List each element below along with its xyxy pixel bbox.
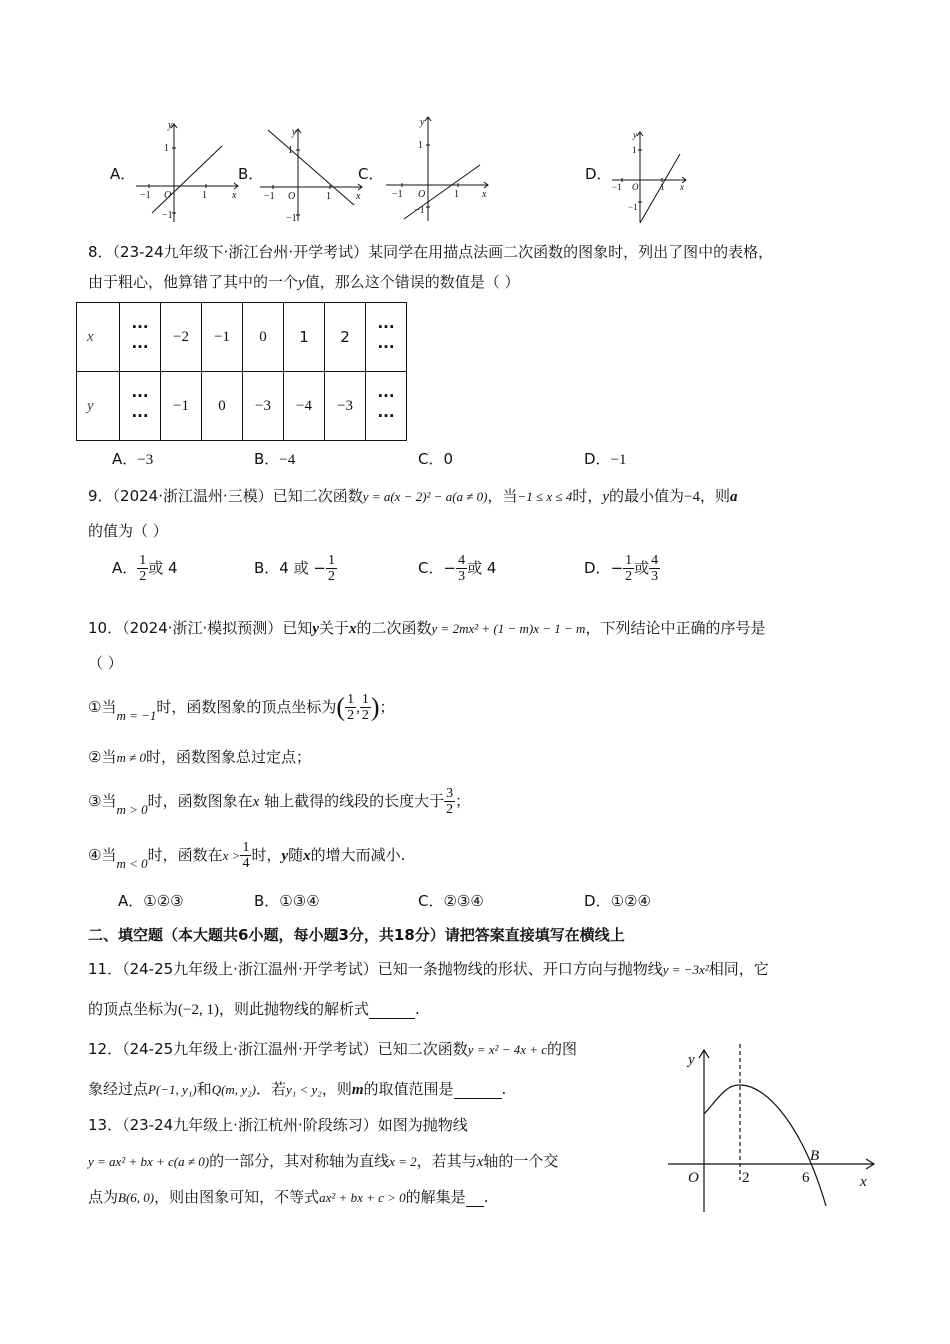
q7-option-c-label: C． xyxy=(358,165,384,183)
q8-choice-c[interactable]: C．0 xyxy=(418,450,454,468)
svg-text:1: 1 xyxy=(632,145,637,155)
q12-line-1: 12．（24-25九年级上·浙江温州·开学考试）已知二次函数y = x² − 4x + c的图 xyxy=(88,1040,578,1058)
q9-choice-a[interactable]: A． $\frac{1}{2}$ 或 4 xyxy=(112,553,178,584)
q10-statement-4: ④当m < 0时，函数在x > $\frac{1}{4}$ 时，y随x的增大而减小. xyxy=(88,840,406,871)
table-header-y: y xyxy=(77,372,120,441)
table-header-x: x xyxy=(77,303,120,372)
q10-source: （2024·浙江·模拟预测） xyxy=(122,619,283,637)
q12-line-2: 象经过点P(−1, y₁)和Q(m, y₂)．若y₁ < y₂，则m的取值范围是 . xyxy=(88,1080,507,1098)
q7-option-b-label: B． xyxy=(238,165,264,183)
svg-text:x: x xyxy=(356,191,361,202)
q8-choice-d[interactable]: D．−1 xyxy=(584,450,627,468)
q9-line-2: 的值为（ ） xyxy=(88,522,168,540)
q11-line-2: 的顶点坐标为(−2, 1)，则此抛物线的解析式 . xyxy=(88,1000,420,1018)
svg-text:y: y xyxy=(168,120,173,131)
q13-answer-blank[interactable] xyxy=(466,1188,484,1207)
q13-line-2: y = ax² + bx + c(a ≠ 0)的一部分，其对称轴为直线x = 2，若其与x轴的一个交 xyxy=(88,1152,559,1170)
svg-text:y: y xyxy=(633,130,637,140)
table-cell: −1 xyxy=(161,372,202,441)
q13-line-3: 点为B(6, 0)，则由图象可知，不等式ax² + bx + c > 0的解集是 . xyxy=(88,1188,489,1206)
q8-number: 8． xyxy=(88,243,113,261)
q9-source: （2024·浙江温州·三模） xyxy=(112,487,273,505)
q11-line-1: 11．（24-25九年级上·浙江温州·开学考试）已知一条抛物线的形状、开口方向与抛物线y = −3x²相同，它 xyxy=(88,960,769,978)
q10-formula: y = 2mx² + (1 − m)x − 1 − m xyxy=(431,621,586,636)
svg-text:O: O xyxy=(164,190,172,201)
q8-choice-a[interactable]: A．−3 xyxy=(112,450,154,468)
q10-statement-1: ①当m = −1时，函数图象的顶点坐标为( $\frac{1}{2}$ , $\frac{1}{2}$ )； xyxy=(88,692,395,723)
q10-number: 10． xyxy=(88,619,123,637)
q7-graph-d xyxy=(610,128,690,226)
svg-text:−1: −1 xyxy=(264,191,275,202)
svg-text:1: 1 xyxy=(326,191,331,202)
q7-option-a-label: A． xyxy=(110,165,136,183)
q13-parabola-graph xyxy=(662,1040,884,1216)
table-row: x ··· ··· −2 −1 0 1 2 ··· ··· xyxy=(77,303,407,372)
q13-source: （23-24九年级上·浙江杭州·阶段练习） xyxy=(122,1116,378,1134)
q9-number: 9． xyxy=(88,487,113,505)
svg-text:−1: −1 xyxy=(414,205,425,216)
svg-text:1: 1 xyxy=(418,140,423,151)
table-cell: 0 xyxy=(243,303,284,372)
q10-choice-a[interactable]: A．①②③ xyxy=(118,892,184,910)
q12-number: 12． xyxy=(88,1040,123,1058)
q8-choice-b[interactable]: B．−4 xyxy=(254,450,296,468)
q8-line-1 xyxy=(88,241,773,262)
q10-statement-2: ②当m ≠ 0时，函数图象总过定点； xyxy=(88,748,311,766)
q8-source: （23-24九年级下·浙江台州·开学考试） xyxy=(112,243,369,261)
svg-text:x: x xyxy=(232,190,237,201)
svg-text:y: y xyxy=(292,127,297,138)
svg-text:O: O xyxy=(688,1170,699,1186)
q7-option-d-label: D． xyxy=(585,165,612,183)
table-cell: −3 xyxy=(243,372,284,441)
table-cell: 1 xyxy=(284,303,325,372)
svg-text:B: B xyxy=(810,1148,820,1164)
q13-number: 13． xyxy=(88,1116,123,1134)
q10-statement-3: ③当m > 0时，函数图象在x 轴上截得的线段的长度大于 $\frac{3}{2}$ ； xyxy=(88,786,471,817)
q7-graph-b xyxy=(258,125,368,225)
q9-choice-d[interactable]: D．− $\frac{1}{2}$ 或 $\frac{4}{3}$ xyxy=(584,553,659,584)
svg-text:y: y xyxy=(688,1052,695,1068)
svg-text:6: 6 xyxy=(802,1170,810,1186)
q13-line-1: 13．（23-24九年级上·浙江杭州·阶段练习）如图为抛物线 xyxy=(88,1116,468,1134)
table-cell: −1 xyxy=(202,303,243,372)
q11-number: 11． xyxy=(88,960,123,978)
svg-text:2: 2 xyxy=(742,1170,750,1186)
svg-text:x: x xyxy=(680,182,684,192)
svg-text:x: x xyxy=(482,189,487,200)
svg-text:1: 1 xyxy=(288,145,293,156)
svg-text:1: 1 xyxy=(454,189,459,200)
svg-text:1: 1 xyxy=(164,143,169,154)
svg-text:−1: −1 xyxy=(628,202,638,212)
q8-text: 某同学在用描点法画二次函数的图象时，列出了图中的表格， xyxy=(368,243,774,261)
q9-choice-b[interactable]: B．4 或 − $\frac{1}{2}$ xyxy=(254,553,335,584)
q10-line-2: （ ） xyxy=(88,654,123,672)
q11-answer-blank[interactable] xyxy=(369,1000,415,1019)
q9-line-1: 9．（2024·浙江温州·三模）已知二次函数y = a(x − 2)² − a(a ≠ 0)，当−1 ≤ x ≤ 4时，y的最小值为−4，则a xyxy=(88,487,738,505)
svg-text:y: y xyxy=(420,117,425,128)
svg-text:O: O xyxy=(418,189,426,200)
q8-line-2: 由于粗心，他算错了其中的一个y值，那么这个错误的数值是（ ） xyxy=(88,273,520,291)
svg-text:1: 1 xyxy=(660,182,665,192)
q7-graph-a xyxy=(134,118,244,226)
q9-choice-c[interactable]: C．− $\frac{4}{3}$ 或 4 xyxy=(418,553,497,584)
svg-text:−1: −1 xyxy=(140,190,151,201)
q12-source: （24-25九年级上·浙江温州·开学考试） xyxy=(122,1040,378,1058)
svg-text:−1: −1 xyxy=(612,182,622,192)
parabola-curve xyxy=(704,1085,826,1206)
table-cell: −4 xyxy=(284,372,325,441)
table-cell: 2 xyxy=(325,303,366,372)
table-row: y ··· ··· −1 0 −3 −4 −3 ··· ··· xyxy=(77,372,407,441)
q8-value-table xyxy=(76,302,407,441)
svg-text:O: O xyxy=(288,191,296,202)
svg-text:−1: −1 xyxy=(392,189,403,200)
table-cell: −3 xyxy=(325,372,366,441)
graph-line xyxy=(152,146,222,213)
q10-choice-d[interactable]: D．①②④ xyxy=(584,892,651,910)
q12-answer-blank[interactable] xyxy=(454,1080,502,1099)
q10-choice-c[interactable]: C．②③④ xyxy=(418,892,484,910)
svg-text:x: x xyxy=(860,1174,867,1190)
q10-line-1: 10．（2024·浙江·模拟预测）已知y关于x的二次函数y = 2mx² + (1 − m)x − 1 − m，下列结论中正确的序号是 xyxy=(88,619,766,637)
q9-formula: y = a(x − 2)² − a(a ≠ 0) xyxy=(362,489,488,504)
svg-text:1: 1 xyxy=(202,190,207,201)
graph-line xyxy=(268,130,354,205)
table-cell: −2 xyxy=(161,303,202,372)
section-2-title: 二、填空题（本大题共6小题，每小题3分，共18分）请把答案直接填写在横线上 xyxy=(88,926,625,944)
table-cell: 0 xyxy=(202,372,243,441)
svg-text:−1: −1 xyxy=(162,210,173,221)
svg-text:−1: −1 xyxy=(286,213,297,224)
q7-graph-c xyxy=(384,115,494,225)
q10-choice-b[interactable]: B．①③④ xyxy=(254,892,320,910)
svg-text:O: O xyxy=(632,182,639,192)
q11-source: （24-25九年级上·浙江温州·开学考试） xyxy=(122,960,378,978)
